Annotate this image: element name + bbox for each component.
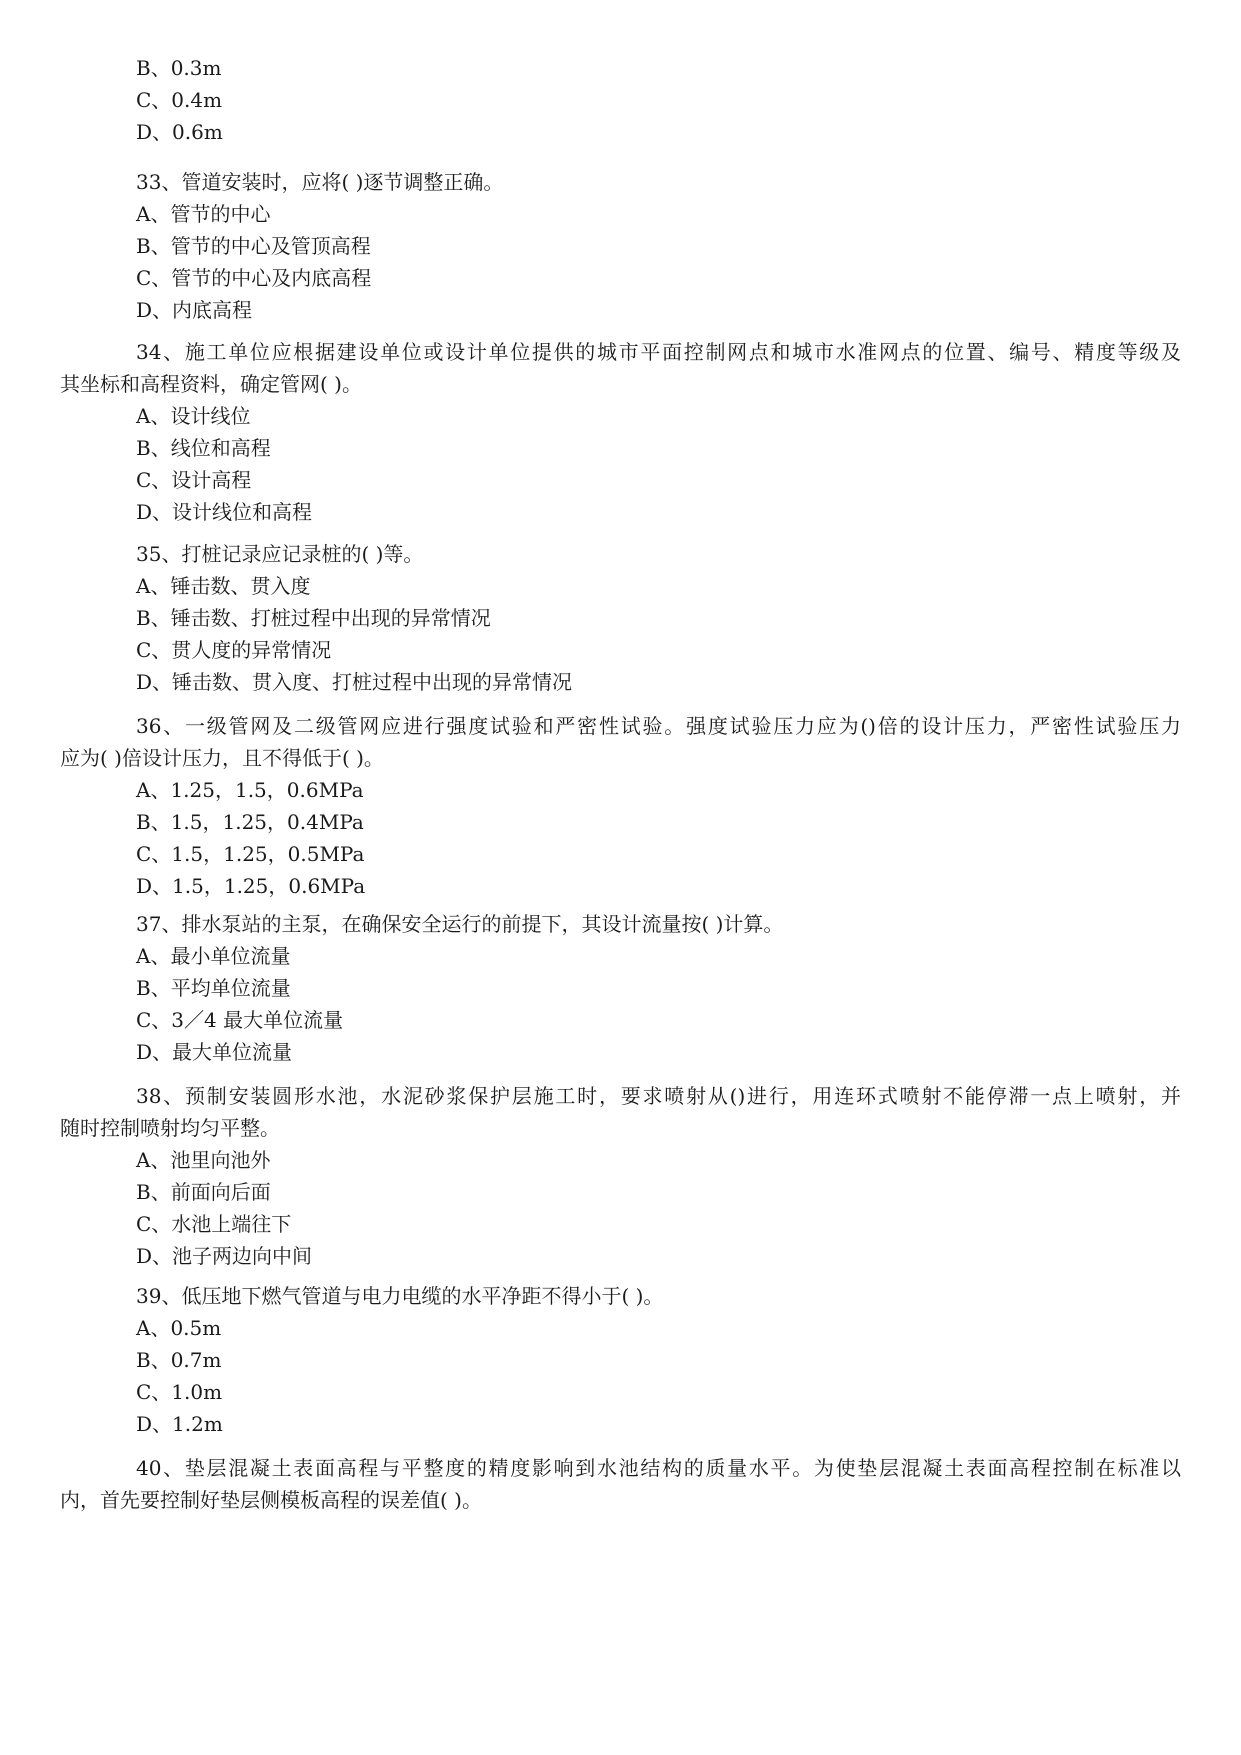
question-text: 38、预制安装圆形水池，水泥砂浆保护层施工时，要求喷射从()进行，用连环式喷射不能停滞一点上喷射，并 xyxy=(136,1084,1181,1108)
option: D、1.5，1.25，0.6MPa xyxy=(136,874,366,898)
question-34 xyxy=(0,336,1241,528)
option: C、设计高程 xyxy=(136,468,252,492)
option: B、1.5，1.25，0.4MPa xyxy=(136,810,364,834)
question-text: 34、施工单位应根据建设单位或设计单位提供的城市平面控制网点和城市水准网点的位置、编号、精度等级及 xyxy=(136,340,1181,364)
option: C、1.5，1.25，0.5MPa xyxy=(136,842,365,866)
option: B、0.3m xyxy=(136,56,222,80)
option: A、1.25，1.5，0.6MPa xyxy=(136,778,364,802)
option: B、前面向后面 xyxy=(136,1180,271,1204)
question-text-continued: 应为( )倍设计压力，且不得低于( )。 xyxy=(60,746,384,770)
option: C、贯人度的异常情况 xyxy=(136,638,332,662)
question-text: 40、垫层混凝土表面高程与平整度的精度影响到水池结构的质量水平。为使垫层混凝土表面高程控制在标准以 xyxy=(136,1456,1181,1480)
option: B、管节的中心及管顶高程 xyxy=(136,234,371,258)
partial-options xyxy=(0,52,1241,148)
question-40 xyxy=(0,1452,1241,1516)
option: D、最大单位流量 xyxy=(136,1040,293,1064)
option: C、3／4 最大单位流量 xyxy=(136,1008,344,1032)
question-text: 33、管道安装时，应将( )逐节调整正确。 xyxy=(136,170,504,194)
question-text: 39、低压地下燃气管道与电力电缆的水平净距不得小于( )。 xyxy=(136,1284,664,1308)
question-33 xyxy=(0,166,1241,326)
option: A、最小单位流量 xyxy=(136,944,291,968)
option: D、内底高程 xyxy=(136,298,253,322)
option: C、0.4m xyxy=(136,88,223,112)
option: D、1.2m xyxy=(136,1412,223,1436)
option: D、池子两边向中间 xyxy=(136,1244,313,1268)
option: B、锤击数、打桩过程中出现的异常情况 xyxy=(136,606,491,630)
option: D、锤击数、贯入度、打桩过程中出现的异常情况 xyxy=(136,670,573,694)
option: A、锤击数、贯入度 xyxy=(136,574,311,598)
option: D、设计线位和高程 xyxy=(136,500,313,524)
option: B、0.7m xyxy=(136,1348,222,1372)
option: B、平均单位流量 xyxy=(136,976,291,1000)
option: C、管节的中心及内底高程 xyxy=(136,266,372,290)
question-text: 36、一级管网及二级管网应进行强度试验和严密性试验。强度试验压力应为()倍的设计压力，严密性试验压力 xyxy=(136,714,1181,738)
option: D、0.6m xyxy=(136,120,223,144)
question-text-continued: 随时控制喷射均匀平整。 xyxy=(60,1116,280,1140)
option: B、线位和高程 xyxy=(136,436,271,460)
option: A、0.5m xyxy=(136,1316,222,1340)
question-text-continued: 内，首先要控制好垫层侧模板高程的误差值( )。 xyxy=(60,1488,482,1512)
question-39 xyxy=(0,1280,1241,1440)
option: C、水池上端往下 xyxy=(136,1212,292,1236)
question-text: 35、打桩记录应记录桩的( )等。 xyxy=(136,542,424,566)
question-text: 37、排水泵站的主泵，在确保安全运行的前提下，其设计流量按( )计算。 xyxy=(136,912,784,936)
question-35 xyxy=(0,538,1241,698)
question-text-continued: 其坐标和高程资料，确定管网( )。 xyxy=(60,372,362,396)
option: A、设计线位 xyxy=(136,404,251,428)
question-37 xyxy=(0,908,1241,1068)
option: A、管节的中心 xyxy=(136,202,271,226)
option: C、1.0m xyxy=(136,1380,223,1404)
question-36 xyxy=(0,710,1241,902)
question-38 xyxy=(0,1080,1241,1272)
option: A、池里向池外 xyxy=(136,1148,271,1172)
